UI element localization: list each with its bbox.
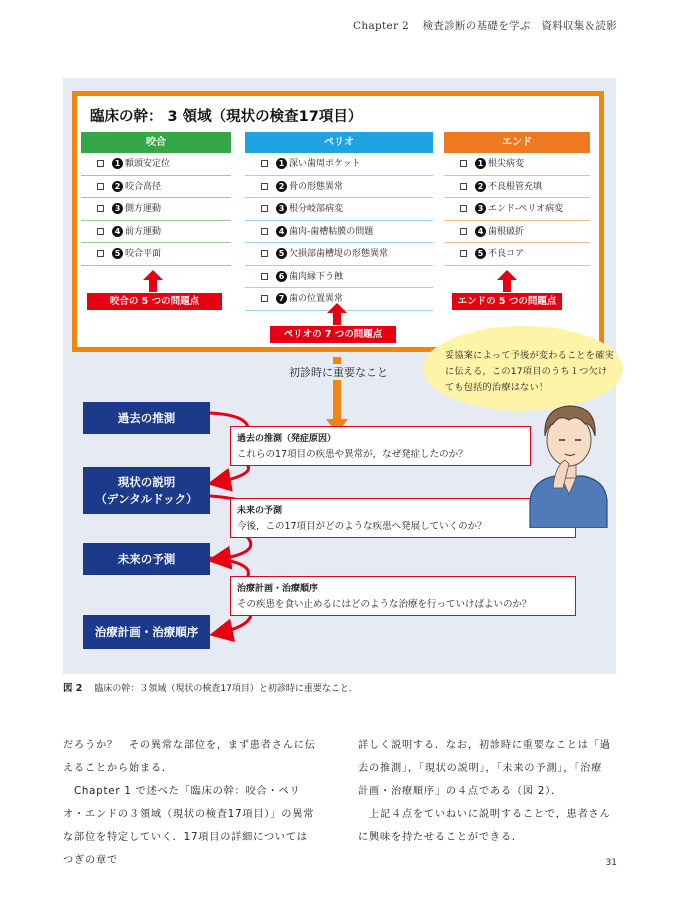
endo-problems-label: エンドの 5 つの問題点	[452, 293, 562, 310]
number-badge: 7	[276, 293, 287, 304]
caption-text: 臨床の幹：３領域（現状の検査17項目）と初診時に重要なこと．	[94, 684, 358, 694]
step-past-inference: 過去の推測	[83, 402, 210, 434]
number-badge: 3	[475, 203, 486, 214]
chapter-label: Chapter 2	[353, 20, 409, 32]
figure-caption	[63, 680, 358, 694]
body-text-right: 詳しく説明する．なお，初診時に重要なことは「過去の推測」，「現状の説明」，「未来の予測」，「治療計画・治療順序」の４点である（図 2）． 上記４点をていねいに説明することで，患者さんに興味を持たせることができる．	[358, 740, 611, 843]
explanation-text: その疾患を食い止めるにはどのような治療を行っていけばよいのか？	[237, 599, 532, 610]
explanation-title: 未来の予測	[237, 506, 283, 516]
item-text: 不良根管充填	[488, 181, 543, 192]
item-text: 根尖病変	[488, 159, 525, 169]
item-text: 根分岐部病変	[289, 204, 344, 214]
number-badge: 4	[276, 226, 287, 237]
number-badge: 4	[112, 226, 123, 237]
number-badge: 2	[112, 181, 123, 192]
number-badge: 3	[276, 203, 287, 214]
explanation-past	[230, 426, 531, 466]
number-badge: 1	[475, 158, 486, 169]
item-text: 側方運動	[125, 204, 162, 214]
item-text: 顆頭安定位	[125, 159, 171, 169]
column-header: エンド	[444, 132, 590, 153]
item-text: 欠損部歯槽堤の形態異常	[289, 249, 389, 259]
item-text: 不良コア	[488, 249, 525, 259]
item-text: 歯の位置異常	[289, 294, 344, 304]
explanation-text: これらの17項目の疾患や異常が，なぜ発症したのか？	[237, 449, 468, 460]
chapter-title: 検査診断の基礎を学ぶ 資料収集＆読影	[422, 20, 617, 32]
explanation-text: 今後，この17項目がどのような疾患へ発展していくのか？	[237, 521, 487, 532]
explanation-title: 過去の推測（発症原因）	[237, 434, 337, 444]
item-text: 咬合平面	[125, 249, 162, 259]
body-text-left: だろうか？ その異常な部位を，まず患者さんに伝えることから始まる． Chapter 1 で述べた「臨床の幹：咬合・ペリオ・エンドの３領域（現状の検査17項目）」の異常な部位を特定していく．17項目の詳細についてはつぎの章で	[63, 740, 316, 866]
figure-2	[63, 78, 616, 674]
subtitle: 初診時に重要なこと	[289, 366, 388, 379]
item-text: 咬合高径	[125, 181, 162, 192]
number-badge: 5	[475, 248, 486, 259]
number-badge: 5	[112, 248, 123, 259]
column-header: ペリオ	[245, 132, 433, 153]
item-text: 深い歯周ポケット	[289, 159, 361, 169]
item-text: 歯肉縁下う蝕	[289, 271, 344, 282]
number-badge: 2	[475, 181, 486, 192]
step-current-explanation: 現状の説明 （デンタルドック）	[83, 467, 210, 514]
page-number: 31	[605, 858, 617, 868]
explanation-title: 治療計画・治療順序	[237, 584, 319, 594]
item-text: 前方運動	[125, 226, 162, 237]
column-header: 咬合	[81, 132, 231, 153]
frame-title: 臨床の幹： 3 領域（現状の検査17項目）	[90, 109, 363, 125]
perio-problems-label: ペリオの 7 つの問題点	[270, 326, 396, 343]
item-text: エンド-ペリオ病変	[488, 204, 564, 214]
number-badge: 1	[112, 158, 123, 169]
explanation-treatment	[230, 576, 576, 616]
occlusion-problems-label: 咬合の 5 つの問題点	[87, 293, 222, 310]
step-future-prediction: 未来の予測	[83, 543, 210, 575]
running-header	[353, 18, 617, 33]
item-text: 骨の形態異常	[289, 181, 344, 192]
number-badge: 3	[112, 203, 123, 214]
number-badge: 5	[276, 248, 287, 259]
number-badge: 6	[276, 271, 287, 282]
number-badge: 1	[276, 158, 287, 169]
number-badge: 4	[475, 226, 486, 237]
item-text: 歯根破折	[488, 226, 525, 237]
step-treatment-plan: 治療計画・治療順序	[83, 615, 210, 649]
caption-label: 図 2	[63, 683, 83, 694]
bubble-text: 妥協案によって予後が変わることを確実に伝える，この17項目のうち１つ欠けても包括的治療はない！	[445, 350, 614, 393]
doctor-illustration-icon	[525, 388, 610, 528]
number-badge: 2	[276, 181, 287, 192]
item-text: 歯肉-歯槽粘膜の問題	[289, 226, 374, 237]
